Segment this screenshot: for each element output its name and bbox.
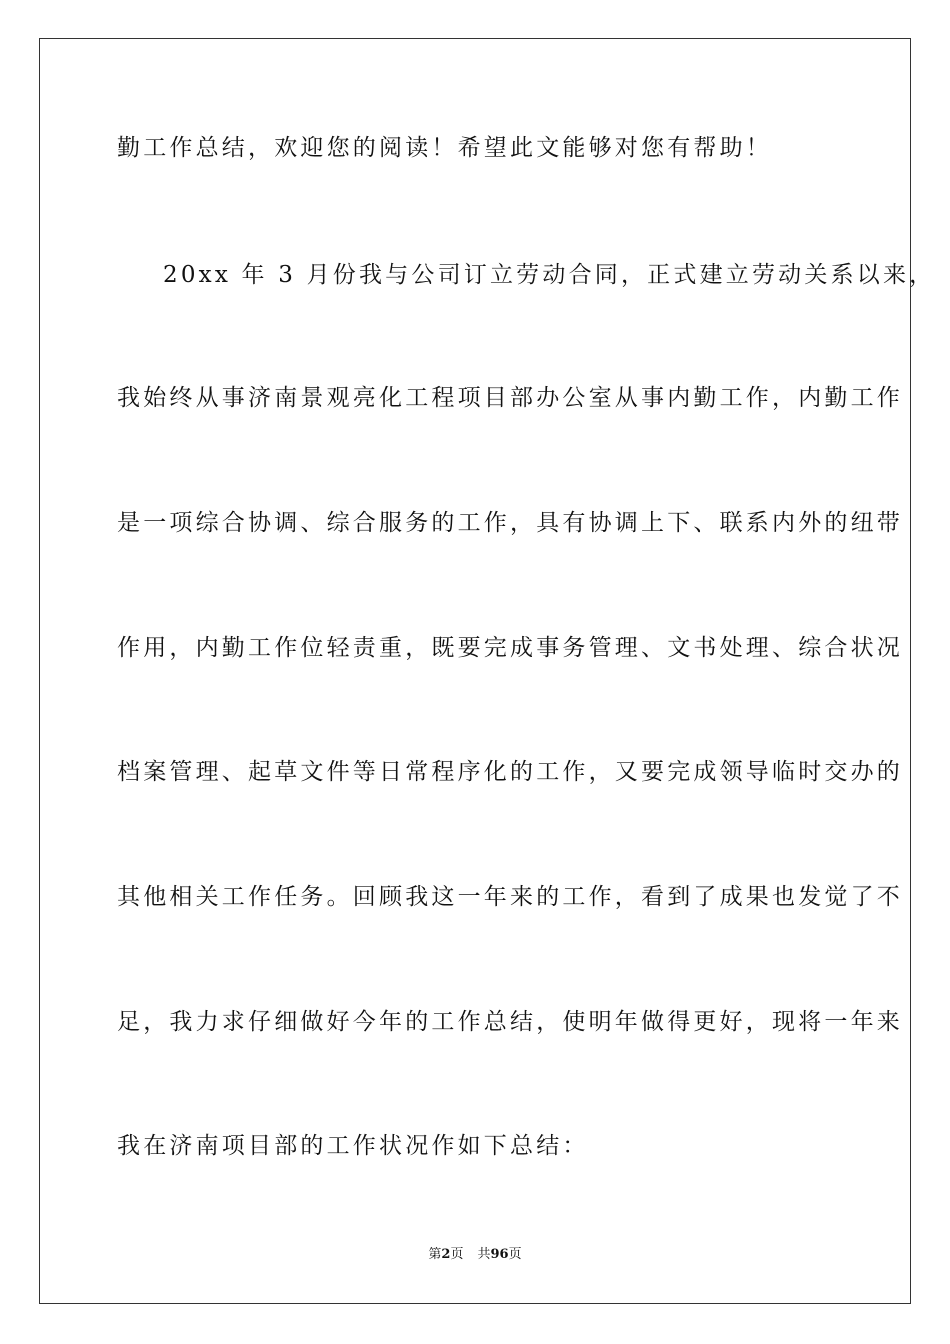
text-line: 我始终从事济南景观亮化工程项目部办公室从事内勤工作，内勤工作: [117, 385, 903, 411]
footer-total-unit: 页: [508, 1247, 522, 1262]
page-total: 96: [490, 1247, 509, 1262]
page-footer: [0, 1246, 950, 1264]
text-line: 档案管理、起草文件等日常程序化的工作，又要完成领导临时交办的: [117, 759, 903, 785]
page-border: [39, 38, 911, 1304]
footer-page-unit: 页: [450, 1247, 464, 1262]
text-line: 勤工作总结，欢迎您的阅读！希望此文能够对您有帮助！: [117, 135, 772, 161]
text-line: 其他相关工作任务。回顾我这一年来的工作，看到了成果也发觉了不: [117, 884, 903, 910]
footer-prefix: 第: [428, 1247, 442, 1262]
text-line: 足，我力求仔细做好今年的工作总结，使明年做得更好，现将一年来: [117, 1009, 903, 1035]
paragraph-first-line: 20xx 年 3 月份我与公司订立劳动合同，正式建立劳动关系以来，: [163, 262, 936, 288]
footer-total-prefix: 共: [477, 1247, 491, 1262]
text-line: 作用，内勤工作位轻责重，既要完成事务管理、文书处理、综合状况: [117, 635, 903, 661]
page-number: 2: [441, 1247, 451, 1262]
text-line: 我在济南项目部的工作状况作如下总结：: [117, 1133, 589, 1159]
text-line: 是一项综合协调、综合服务的工作，具有协调上下、联系内外的纽带: [117, 510, 903, 536]
